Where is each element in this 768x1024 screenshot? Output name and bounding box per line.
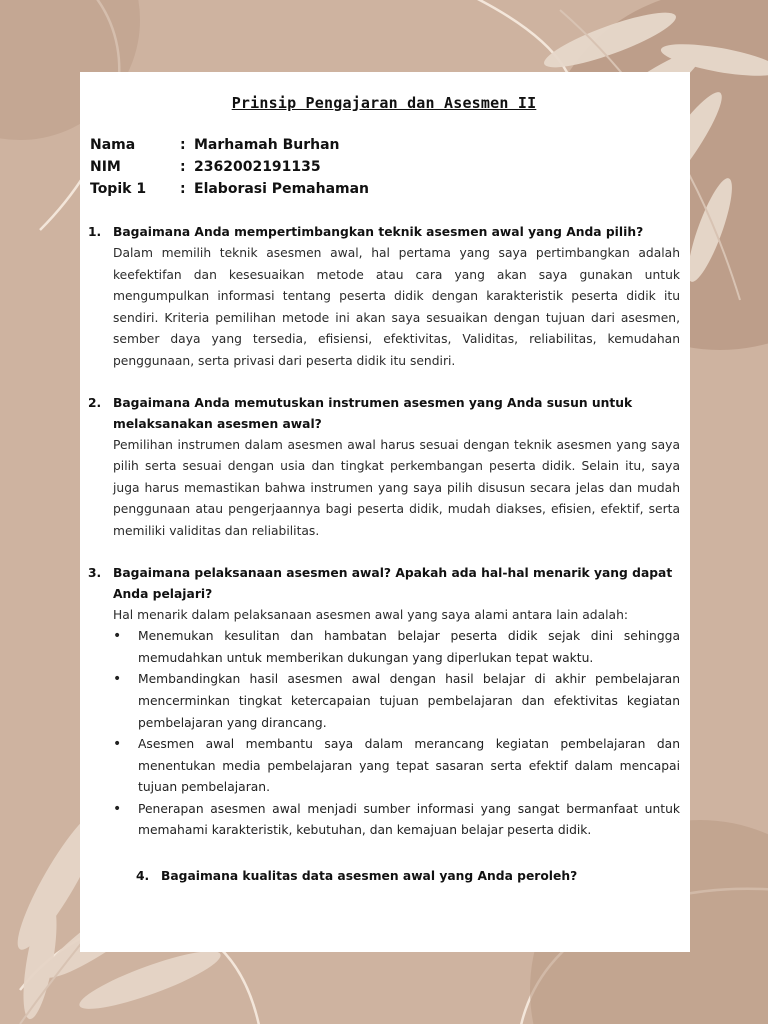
answer-3-nested-list xyxy=(113,799,680,842)
identity-separator: : xyxy=(180,137,186,153)
identity-row-nim xyxy=(90,156,369,178)
identity-value: 2362002191135 xyxy=(194,159,321,175)
question-text: Bagaimana kualitas data asesmen awal yang Anda peroleh? xyxy=(161,869,578,884)
identity-value: Elaborasi Pemahaman xyxy=(194,181,370,197)
list-item xyxy=(113,626,680,669)
identity-row-topic xyxy=(90,178,369,200)
question-4 xyxy=(136,866,680,887)
question-3 xyxy=(88,563,680,605)
bullet-icon: • xyxy=(113,671,122,688)
list-item-text: Asesmen awal membantu saya dalam merancang kegiatan pembelajaran dan menentukan media pembelajaran yang tepat sasaran serta efektif dalam mencapai tujuan pembelajaran. xyxy=(138,737,680,795)
question-text: Bagaimana pelaksanaan asesmen awal? Apakah ada hal-hal menarik yang dapat Anda pelajari? xyxy=(113,565,673,601)
answer-2: Pemilihan instrumen dalam asesmen awal harus sesuai dengan teknik asesmen yang saya pilih serta sesuai dengan usia dan tingkat perkembangan peserta didik. Selain itu, saya juga harus memastikan bahwa instrumen yang saya pilih disusun secara jelas dan mudah penggunaan atau pengerjaannya bagi peserta didik, mudah diakses, efisien, efektif, serta memiliki validitas dan reliabilitas. xyxy=(113,437,680,538)
identity-label: NIM xyxy=(90,159,121,175)
identity-label: Nama xyxy=(90,137,136,153)
question-number: 1. xyxy=(88,225,102,239)
identity-value: Marhamah Burhan xyxy=(194,137,340,153)
question-text: Bagaimana Anda memutuskan instrumen asesmen yang Anda susun untuk melaksanakan asesmen awal? xyxy=(113,395,633,431)
identity-row-name xyxy=(90,134,369,156)
page-title: Prinsip Pengajaran dan Asesmen II xyxy=(231,94,537,112)
bullet-icon: • xyxy=(113,800,122,817)
bullet-icon: • xyxy=(113,736,122,753)
list-item xyxy=(113,669,680,734)
question-number: 4. xyxy=(136,869,150,884)
list-item-text: Membandingkan hasil asesmen awal dengan hasil belajar di akhir pembelajaran mencerminkan tingkat ketercapaian tujuan pembelajaran dan efektivitas kegiatan pembelajaran yang dirancang. xyxy=(138,672,680,730)
list-item xyxy=(113,734,680,799)
document-content xyxy=(88,222,680,887)
identity-label: Topik 1 xyxy=(90,181,147,197)
list-item xyxy=(113,799,680,842)
identity-block xyxy=(90,134,369,200)
identity-separator: : xyxy=(180,181,186,197)
question-number: 3. xyxy=(88,565,102,580)
question-number: 2. xyxy=(88,395,102,410)
bullet-icon: • xyxy=(113,628,122,645)
question-2 xyxy=(88,393,680,435)
answer-1: Dalam memilih teknik asesmen awal, hal pertama yang saya pertimbangkan adalah keefektifan dan kesesuaikan metode atau cara yang akan saya gunakan untuk mengumpulkan informasi tentang peserta didik dengan karakteristik peserta didik itu sendiri. Kriteria pemilihan metode ini akan saya sesuaikan dengan tujuan dari asesmen, sember daya yang tersedia, efisiensi, efektivitas, Validitas, reliabilitas, kemudahan penggunaan, serta privasi dari peserta didik itu sendiri. xyxy=(113,246,680,368)
list-item-text: Penerapan asesmen awal menjadi sumber informasi yang sangat bermanfaat untuk memahami karakteristik, kebutuhan, dan kemajuan belajar peserta didik. xyxy=(138,801,680,838)
identity-separator: : xyxy=(180,159,186,175)
question-1 xyxy=(88,222,680,243)
answer-3-bullet-list xyxy=(113,626,680,799)
list-item-text: Menemukan kesulitan dan hambatan belajar peserta didik sejak dini sehingga memudahkan untuk memberikan dukungan yang diperlukan tepat waktu. xyxy=(138,629,680,665)
answer-3-intro: Hal menarik dalam pelaksanaan asesmen awal yang saya alami antara lain adalah: xyxy=(113,607,629,622)
question-text: Bagaimana Anda mempertimbangkan teknik asesmen awal yang Anda pilih? xyxy=(113,225,644,239)
